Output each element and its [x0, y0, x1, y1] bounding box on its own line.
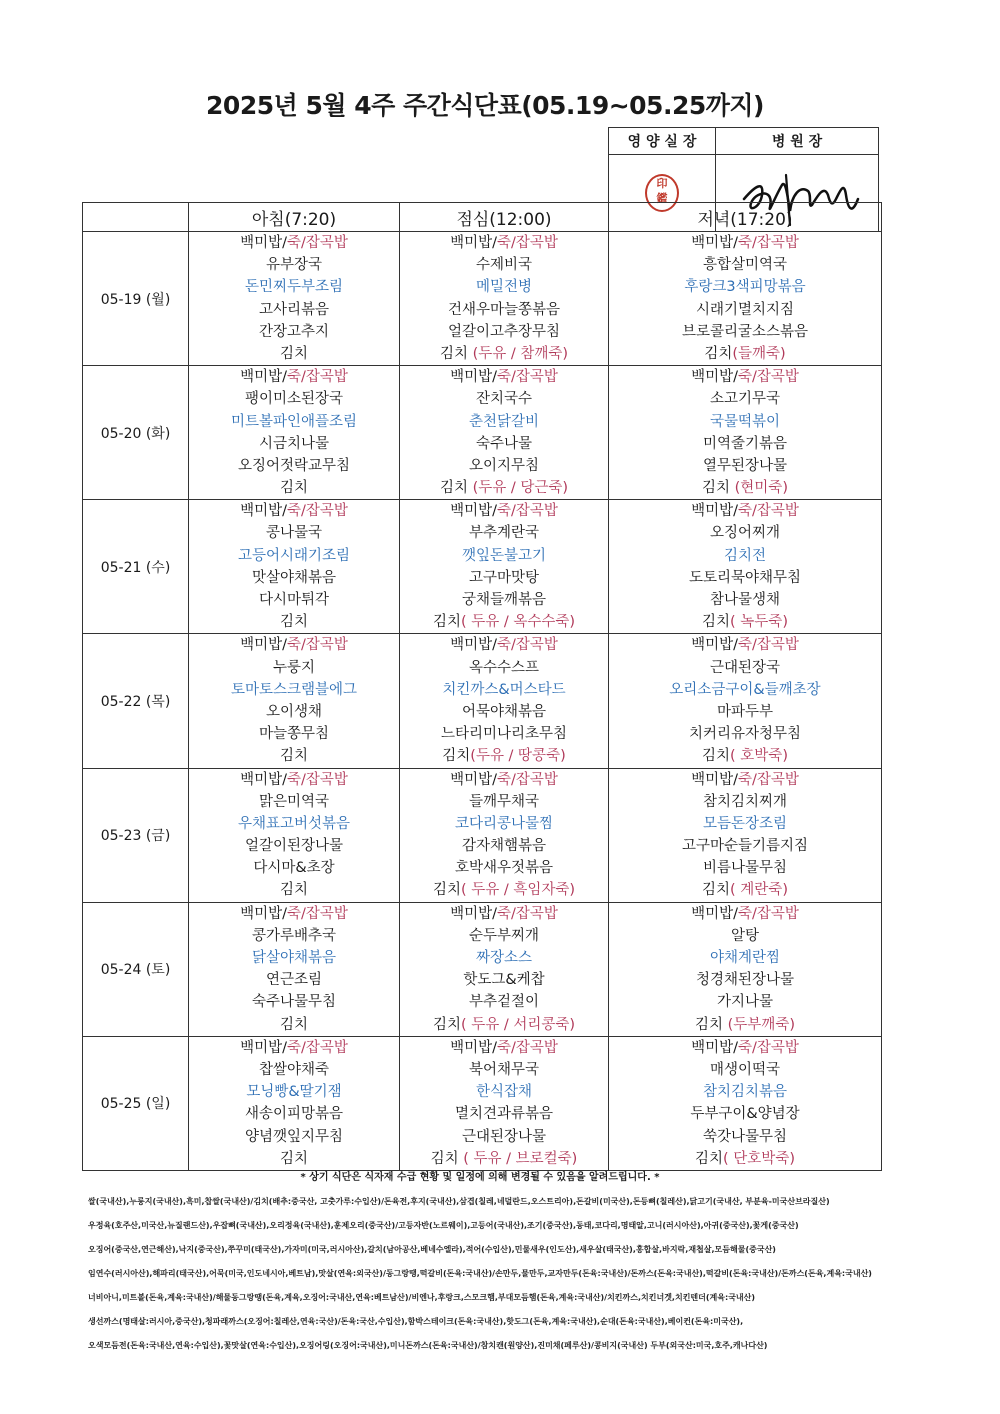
menu-item: 백미밥/죽/잡곡밥: [450, 771, 558, 788]
menu-item: 누룽지: [272, 659, 316, 676]
rice-option: 죽/잡곡밥: [286, 771, 348, 788]
menu-item: 청경채된장나물: [695, 972, 795, 989]
dinner-cell: [609, 1036, 882, 1170]
menu-item: 참나물생채: [709, 592, 781, 608]
menu-item: 수제비국: [475, 257, 533, 274]
lunch-cell: [400, 500, 609, 634]
menu-item: 백미밥/죽/잡곡밥: [240, 503, 348, 520]
rice-option: 죽/잡곡밥: [286, 637, 348, 654]
rice-option: 죽/잡곡밥: [496, 771, 558, 788]
porridge-option: (들깨죽): [732, 345, 786, 362]
menu-item: 춘천닭갈비: [468, 413, 540, 430]
porridge-option: ( 두유 / 옥수수죽): [460, 614, 576, 631]
dinner-cell: [609, 768, 882, 902]
lunch-cell: [400, 366, 609, 500]
porridge-option: (두유 / 땅콩죽): [470, 748, 566, 765]
origin-line: 오징어(중국산,연근해산),낙지(중국산),쭈꾸미(태국산),가자미(미국,러시아산),갈치(남아공산,베네수엘라),적어(수입산),민물새우(인도산),새우살(태국산),홍합살,바지락,재첩살,모듬해물(중국산): [88, 1245, 776, 1254]
menu-item: 백미밥/죽/잡곡밥: [240, 1039, 348, 1056]
menu-item: 치커리유자청무침: [688, 726, 802, 743]
menu-item: 닭살야채볶음: [251, 950, 337, 966]
porridge-option: ( 계란죽): [730, 882, 788, 899]
rice-option: 죽/잡곡밥: [737, 369, 799, 386]
menu-item: 깻잎돈불고기: [461, 547, 547, 564]
menu-item: 백미밥/죽/잡곡밥: [450, 905, 558, 922]
origin-line: 너비아니,미트볼(돈육,계육:국내산)/해물동그랑땡(돈육,계육,오징어:국내산,연육:베트남산)/비엔나,후랑크,스모크햄,부대모듬햄(돈육,계육:국내산)/치킨까스,치킨너겟,치킨텐더(계육:국내산): [88, 1293, 756, 1302]
header-blank: [83, 203, 189, 232]
porridge-option: ( 녹두죽): [730, 614, 788, 631]
menu-item: 숙주나물: [475, 435, 533, 452]
menu-item: 김치: [279, 345, 308, 362]
menu-item: 고등어시래기조림: [237, 547, 351, 564]
menu-item: 김치 ( 두유 / 브로컬죽): [430, 1150, 578, 1167]
menu-item: 백미밥/죽/잡곡밥: [240, 771, 348, 788]
porridge-option: (두유 / 참깨죽): [472, 345, 569, 362]
menu-item: 백미밥/죽/잡곡밥: [691, 905, 799, 922]
menu-item: 부추겉절이: [468, 994, 540, 1011]
menu-item: 짜장소스: [475, 950, 533, 966]
menu-item: 김치 (두유 / 당근죽): [439, 480, 569, 497]
rice-option: 죽/잡곡밥: [496, 905, 558, 922]
menu-item: 옥수수스프: [468, 659, 540, 676]
breakfast-cell: [189, 634, 400, 768]
menu-item: 김치: [279, 614, 308, 631]
menu-item: 김치( 두유 / 옥수수죽): [432, 614, 576, 631]
menu-item: 백미밥/죽/잡곡밥: [450, 503, 558, 520]
menu-item: 핫도그&케찹: [463, 972, 545, 989]
header-lunch: 점심(12:00): [400, 203, 609, 232]
menu-item: 백미밥/죽/잡곡밥: [240, 637, 348, 654]
menu-item: 코다리콩나물찜: [454, 815, 554, 832]
rice-option: 죽/잡곡밥: [286, 1039, 348, 1056]
menu-item: 시래기멸치지짐: [695, 301, 795, 318]
menu-item: 백미밥/죽/잡곡밥: [450, 369, 558, 386]
menu-item: 호박새우젓볶음: [454, 860, 554, 877]
dinner-cell: [609, 500, 882, 634]
menu-item: 콩나물국: [265, 525, 323, 542]
rice-option: 죽/잡곡밥: [286, 905, 348, 922]
day-row: [83, 902, 882, 1036]
rice-option: 죽/잡곡밥: [496, 369, 558, 386]
rice-option: 죽/잡곡밥: [286, 503, 348, 520]
origin-line: 임연수(러시아산),해파리(태국산),어묵(미국,인도네시아,베트남),맛살(연육:외국산)/동그랑땡,떡갈비(돈육:국내산)/손만두,물만두,교자만두(돈육:국내산)/돈까스(돈육:국내산),떡갈비(돈육:국내산)/돈까스(돈육,계육:국내산): [88, 1269, 872, 1278]
menu-item: 후랑크3색피망볶음: [684, 279, 806, 296]
menu-item: 김치 (두부깨죽): [695, 1016, 795, 1033]
origin-line: 우정육(호주산,미국산,뉴질랜드산),우잡뼈(국내산),오리정육(국내산),훈제오리(중국산)/고등자반(노르웨이),고등어(국내산),조기(중국산),동태,코다리,명태알,고니(러시아산),아귀(중국산),꽃게(중국산): [88, 1221, 799, 1230]
menu-item: 참치김치찌개: [702, 793, 788, 810]
lunch-cell: [400, 1036, 609, 1170]
menu-item: 메밀전병: [475, 279, 533, 296]
dinner-cell: [609, 232, 882, 366]
menu-item: 김치( 두유 / 서리콩죽): [432, 1016, 576, 1033]
origin-info: [88, 1190, 888, 1358]
menu-item: 비름나물무침: [702, 860, 788, 877]
menu-item: 북어채무국: [468, 1061, 540, 1078]
menu-item: 다시마튀각: [258, 592, 330, 608]
day-row: [83, 366, 882, 500]
menu-item: 김치: [279, 480, 308, 497]
menu-item: 멸치견과류볶음: [454, 1106, 554, 1123]
day-row: [83, 500, 882, 634]
menu-item: 한식잡채: [475, 1084, 533, 1101]
porridge-option: ( 호박죽): [730, 748, 788, 765]
menu-item: 김치( 계란죽): [702, 882, 788, 899]
menu-item: 백미밥/죽/잡곡밥: [450, 637, 558, 654]
day-label: 05-21 (수): [83, 500, 189, 634]
menu-item: 콩가루배추국: [251, 927, 337, 944]
dinner-cell: [609, 902, 882, 1036]
menu-item: 백미밥/죽/잡곡밥: [450, 1039, 558, 1056]
menu-item: 김치(두유 / 땅콩죽): [442, 748, 566, 765]
rice-option: 죽/잡곡밥: [737, 235, 799, 251]
menu-item: 김치( 녹두죽): [702, 614, 788, 631]
day-label: 05-20 (화): [83, 366, 189, 500]
menu-item: 백미밥/죽/잡곡밥: [691, 235, 799, 251]
menu-item: 근대된장국: [709, 659, 781, 676]
menu-item: 모닝빵&딸기잼: [246, 1084, 342, 1101]
menu-item: 간장고추지: [258, 323, 330, 340]
menu-item: 야채계란찜: [709, 950, 781, 966]
origin-line: 생선까스(명태살:러시아,중국산),청파래까스(오징어:칠레산,연육:국산)/돈육:국산,수입산),함박스테이크(돈육:국내산),핫도그(돈육,계육:국내산),순대(돈육:국내산),베이컨(돈육:미국산),: [88, 1317, 744, 1326]
menu-item: 도토리묵야채무침: [688, 569, 802, 586]
menu-item: 느타리미나리초무침: [440, 726, 568, 743]
menu-item: 백미밥/죽/잡곡밥: [240, 369, 348, 386]
menu-item: 오이생채: [265, 703, 323, 720]
rice-option: 죽/잡곡밥: [737, 503, 799, 520]
approval-label-nutrition: 영 양 실 장: [609, 128, 716, 155]
breakfast-cell: [189, 232, 400, 366]
menu-item: 순두부찌개: [468, 927, 540, 944]
menu-item: 김치전: [723, 547, 767, 564]
menu-item: 맛살야채볶음: [251, 569, 337, 586]
porridge-option: ( 두유 / 서리콩죽): [460, 1016, 576, 1033]
day-label: 05-22 (목): [83, 634, 189, 768]
page-title: 2025년 5월 4주 주간식단표(05.19~05.25까지): [206, 91, 764, 120]
menu-item: 얼갈이고추장무침: [447, 323, 561, 340]
menu-item: 국물떡볶이: [709, 413, 781, 430]
rice-option: 죽/잡곡밥: [286, 235, 348, 251]
porridge-option: ( 단호박죽): [723, 1150, 795, 1167]
porridge-option: ( 두유 / 브로컬죽): [463, 1150, 578, 1167]
menu-item: 건새우마늘쫑볶음: [447, 301, 561, 318]
breakfast-cell: [189, 902, 400, 1036]
menu-item: 마파두부: [716, 703, 774, 720]
menu-item: 미트볼파인애플조림: [230, 413, 358, 430]
menu-item: 고구마순들기름지짐: [681, 838, 809, 855]
lunch-cell: [400, 768, 609, 902]
menu-item: 유부장국: [265, 257, 323, 274]
header-breakfast: 아침(7:20): [189, 203, 400, 232]
menu-item: 궁채들깨볶음: [461, 592, 547, 608]
menu-item: 백미밥/죽/잡곡밥: [450, 235, 558, 251]
menu-item: 오이지무침: [468, 457, 540, 474]
menu-item: 김치: [279, 1016, 308, 1033]
breakfast-cell: [189, 768, 400, 902]
menu-item: 우채표고버섯볶음: [237, 815, 351, 832]
menu-item: 고구마맛탕: [468, 569, 540, 586]
menu-item: 김치: [279, 748, 308, 765]
porridge-option: (두유 / 당근죽): [472, 480, 569, 497]
day-label: 05-25 (일): [83, 1036, 189, 1170]
menu-item: 오리소금구이&들깨초장: [669, 681, 821, 698]
menu-item: 얼갈이된장나물: [244, 838, 344, 855]
breakfast-cell: [189, 500, 400, 634]
menu-item: 팽이미소된장국: [244, 391, 344, 408]
menu-item: 백미밥/죽/잡곡밥: [240, 235, 348, 251]
menu-item: 소고기무국: [709, 391, 781, 408]
menu-item: 미역줄기볶음: [702, 435, 788, 452]
menu-item: 오징어젓락교무침: [237, 457, 351, 474]
rice-option: 죽/잡곡밥: [737, 771, 799, 788]
rice-option: 죽/잡곡밥: [496, 1039, 558, 1056]
origin-line: 오색모듬전(돈육:국내산,연육:수입산),꽃맛살(연육:수입산),오징어링(오징어:국내산),미니돈까스(돈육:국내산)/참치캔(원양산),진미채(페루산)/콩비지(국내산) 두부(외국산:미국,호주,캐나다산): [88, 1341, 768, 1350]
menu-item: 매생이떡국: [709, 1061, 781, 1078]
rice-option: 죽/잡곡밥: [737, 905, 799, 922]
day-row: [83, 1036, 882, 1170]
menu-item: 감자채햄볶음: [461, 838, 547, 855]
menu-item: 어묵야채볶음: [461, 703, 547, 720]
menu-item: 마늘쫑무침: [258, 726, 330, 743]
menu-item: 백미밥/죽/잡곡밥: [691, 369, 799, 386]
menu-item: 김치( 두유 / 흑임자죽): [432, 882, 576, 899]
porridge-option: ( 두유 / 흑임자죽): [460, 882, 576, 899]
menu-item: 오징어찌개: [709, 525, 781, 542]
rice-option: 죽/잡곡밥: [496, 637, 558, 654]
menu-item: 김치( 호박죽): [702, 748, 788, 765]
menu-item: 참치김치볶음: [702, 1084, 788, 1101]
menu-item: 알탕: [730, 927, 759, 944]
menu-item: 다시마&초장: [253, 860, 335, 877]
stamp-seal-icon: 印 鑑: [645, 174, 679, 212]
breakfast-cell: [189, 366, 400, 500]
menu-item: 돈민찌두부조림: [244, 279, 344, 296]
menu-item: 쑥갓나물무침: [702, 1128, 788, 1145]
rice-option: 죽/잡곡밥: [737, 637, 799, 654]
approval-label-director: 병 원 장: [716, 128, 879, 155]
change-notice: * 상기 식단은 식자재 수급 현황 및 일정에 의해 변경될 수 있음을 알려드립니다. *: [300, 1172, 660, 1183]
lunch-cell: [400, 634, 609, 768]
menu-item: 찹쌀야채죽: [258, 1061, 330, 1078]
day-label: 05-23 (금): [83, 768, 189, 902]
menu-item: 부추계란국: [468, 525, 540, 542]
origin-line: 쌀(국내산),누룽지(국내산),흑미,찹쌀(국내산)/김치(배추:중국산, 고춧가루:수입산)/돈육전,후지(국내산),삼겹(칠레,네덜란드,오스트리아),돈갈비(미국산),돈등뼈(칠레산),닭고기(국내산, 부분육-미국산브라질산): [88, 1197, 830, 1206]
dinner-cell: [609, 634, 882, 768]
menu-item: 시금치나물: [258, 435, 330, 452]
breakfast-cell: [189, 1036, 400, 1170]
menu-item: 연근조림: [265, 972, 323, 989]
menu-item: 백미밥/죽/잡곡밥: [691, 503, 799, 520]
rice-option: 죽/잡곡밥: [496, 503, 558, 520]
menu-item: 고사리볶음: [258, 301, 330, 318]
menu-header-row: [83, 203, 882, 232]
menu-item: 새송이피망볶음: [244, 1106, 344, 1123]
rice-option: 죽/잡곡밥: [286, 369, 348, 386]
menu-item: 토마토스크램블에그: [230, 681, 358, 698]
menu-item: 근대된장나물: [461, 1128, 547, 1145]
menu-item: 양념깻잎지무침: [244, 1128, 344, 1145]
lunch-cell: [400, 902, 609, 1036]
menu-item: 김치( 단호박죽): [695, 1150, 795, 1167]
weekly-menu-table: [82, 202, 882, 1171]
lunch-cell: [400, 232, 609, 366]
menu-item: 치킨까스&머스타드: [442, 681, 566, 698]
dinner-cell: [609, 366, 882, 500]
menu-item: 맑은미역국: [258, 793, 330, 810]
menu-item: 숙주나물무침: [251, 994, 337, 1011]
day-label: 05-24 (토): [83, 902, 189, 1036]
day-row: [83, 768, 882, 902]
menu-item: 백미밥/죽/잡곡밥: [691, 1039, 799, 1056]
menu-item: 김치: [279, 882, 308, 899]
menu-item: 김치 (두유 / 참깨죽): [439, 345, 569, 362]
day-row: [83, 232, 882, 366]
menu-item: 가지나물: [716, 994, 774, 1011]
menu-item: 모듬돈장조림: [702, 815, 788, 832]
menu-item: 김치 (현미죽): [702, 480, 788, 497]
menu-item: 잔치국수: [475, 391, 533, 408]
menu-item: 김치: [279, 1150, 308, 1167]
menu-item: 백미밥/죽/잡곡밥: [691, 771, 799, 788]
menu-item: 백미밥/죽/잡곡밥: [691, 637, 799, 654]
rice-option: 죽/잡곡밥: [737, 1039, 799, 1056]
menu-item: 백미밥/죽/잡곡밥: [240, 905, 348, 922]
rice-option: 죽/잡곡밥: [496, 235, 558, 251]
porridge-option: (두부깨죽): [727, 1016, 795, 1033]
menu-item: 열무된장나물: [702, 457, 788, 474]
menu-item: 두부구이&양념장: [690, 1106, 800, 1123]
menu-item: 들깨무채국: [468, 793, 540, 810]
day-label: 05-19 (월): [83, 232, 189, 366]
menu-item: 흥합살미역국: [702, 257, 788, 274]
header-dinner: 저녁(17:20): [609, 203, 882, 232]
porridge-option: (현미죽): [734, 480, 788, 497]
menu-item: 브로콜리굴소스볶음: [681, 323, 809, 340]
day-row: [83, 634, 882, 768]
menu-item: 김치(들깨죽): [704, 345, 786, 362]
